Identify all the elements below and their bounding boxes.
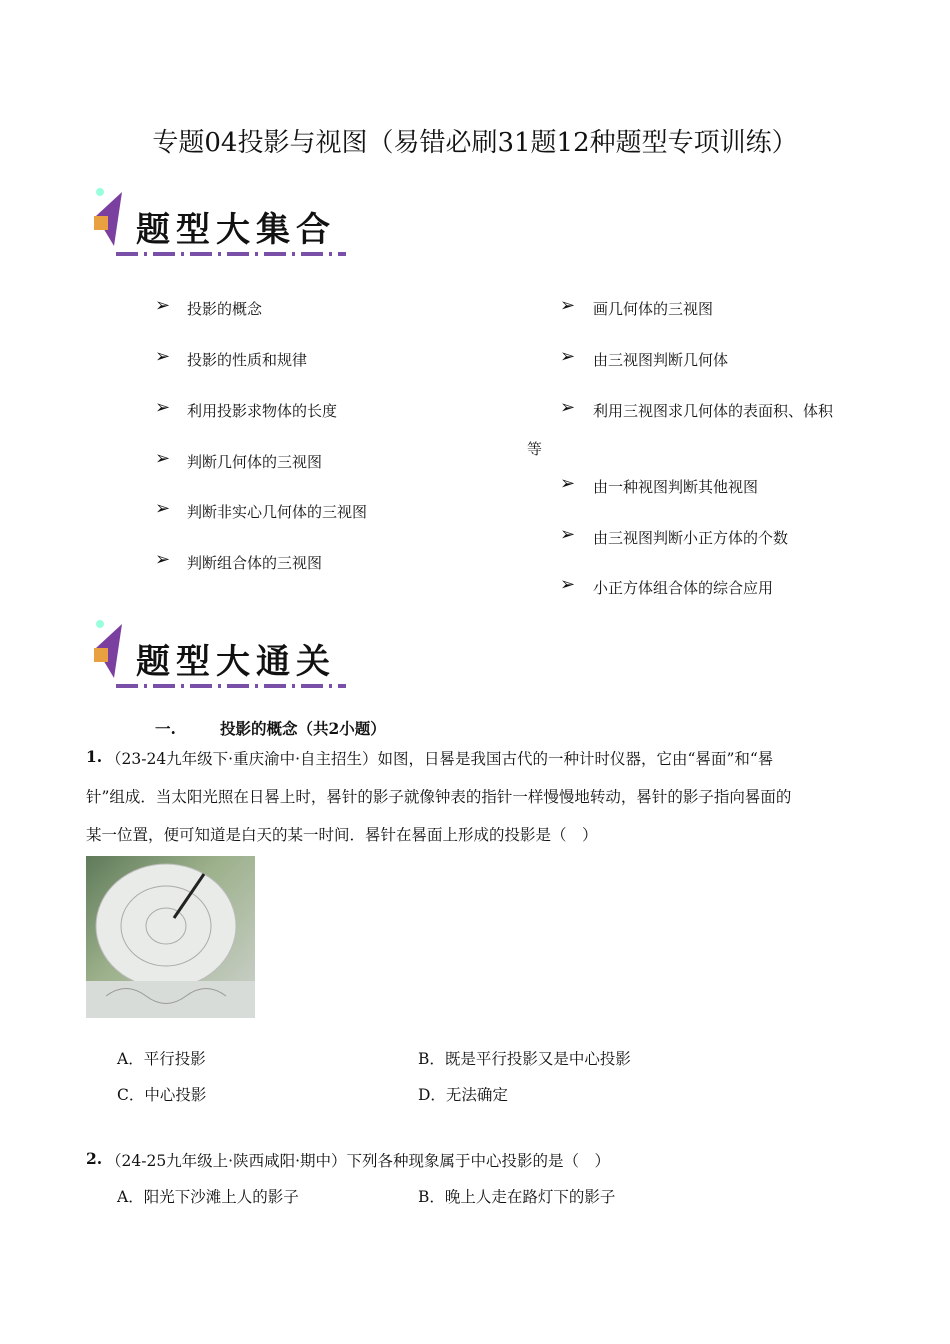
topic-item: 投影的性质和规律 [187,351,308,369]
arrow-bullet-icon: ➢ [155,346,171,367]
option-c: C．中心投影 [117,1086,207,1104]
topic-item: 画几何体的三视图 [593,300,714,318]
banner-topic-practice [88,612,350,700]
arrow-bullet-icon: ➢ [155,498,171,519]
question-text-line: （23-24九年级下·重庆渝中·自主招生）如图，日晷是我国古代的一种计时仪器，它由“晷面”和“晷 [106,750,774,768]
arrow-bullet-icon: ➢ [560,346,576,367]
topic-item: 判断几何体的三视图 [187,453,323,471]
topic-item: 利用投影求物体的长度 [187,402,338,420]
question-text-line: 针”组成．当太阳光照在日晷上时，晷针的影子就像钟表的指针一样慢慢地转动，晷针的影子指向晷面的 [86,788,792,806]
dashed-divider [116,684,346,688]
arrow-bullet-icon: ➢ [155,397,171,418]
arrow-bullet-icon: ➢ [560,397,576,418]
banner-text: 题型大通关 [136,642,336,682]
question-number: 2. [86,1149,103,1168]
arrow-bullet-icon: ➢ [560,524,576,545]
dashed-divider [116,252,346,256]
wizard-mascot-icon [92,618,126,682]
option-b: B．晚上人走在路灯下的影子 [418,1188,616,1206]
topic-item: 小正方体组合体的综合应用 [593,579,774,597]
arrow-bullet-icon: ➢ [155,549,171,570]
arrow-bullet-icon: ➢ [155,295,171,316]
arrow-bullet-icon: ➢ [560,295,576,316]
topics-etc: 等 [527,440,543,458]
banner-topic-collection [88,180,350,268]
section-number: 一. [155,719,176,738]
section-title: 投影的概念（共2小题） [220,719,386,738]
topic-item: 由三视图判断几何体 [593,351,729,369]
topic-item: 投影的概念 [187,300,263,318]
arrow-bullet-icon: ➢ [560,473,576,494]
question-text-line: 某一位置，便可知道是白天的某一时间．晷针在晷面上形成的投影是（ ） [86,826,598,844]
sundial-image [86,856,255,1018]
document-title: 专题04投影与视图（易错必刷31题12种题型专项训练） [152,128,798,158]
wizard-mascot-icon [92,186,126,250]
arrow-bullet-icon: ➢ [155,448,171,469]
banner-text: 题型大集合 [136,210,336,250]
arrow-bullet-icon: ➢ [560,574,576,595]
option-d: D．无法确定 [418,1086,508,1104]
question-number: 1. [86,747,103,766]
topic-item: 由一种视图判断其他视图 [593,478,759,496]
option-a: A．平行投影 [117,1050,206,1068]
option-b: B．既是平行投影又是中心投影 [418,1050,631,1068]
option-a: A．阳光下沙滩上人的影子 [117,1188,299,1206]
topic-item: 利用三视图求几何体的表面积、体积 [593,402,834,420]
topic-item: 判断组合体的三视图 [187,554,323,572]
topic-item: 判断非实心几何体的三视图 [187,503,368,521]
topic-item: 由三视图判断小正方体的个数 [593,529,789,547]
question-text: （24-25九年级上·陕西咸阳·期中）下列各种现象属于中心投影的是（ ） [106,1152,611,1170]
